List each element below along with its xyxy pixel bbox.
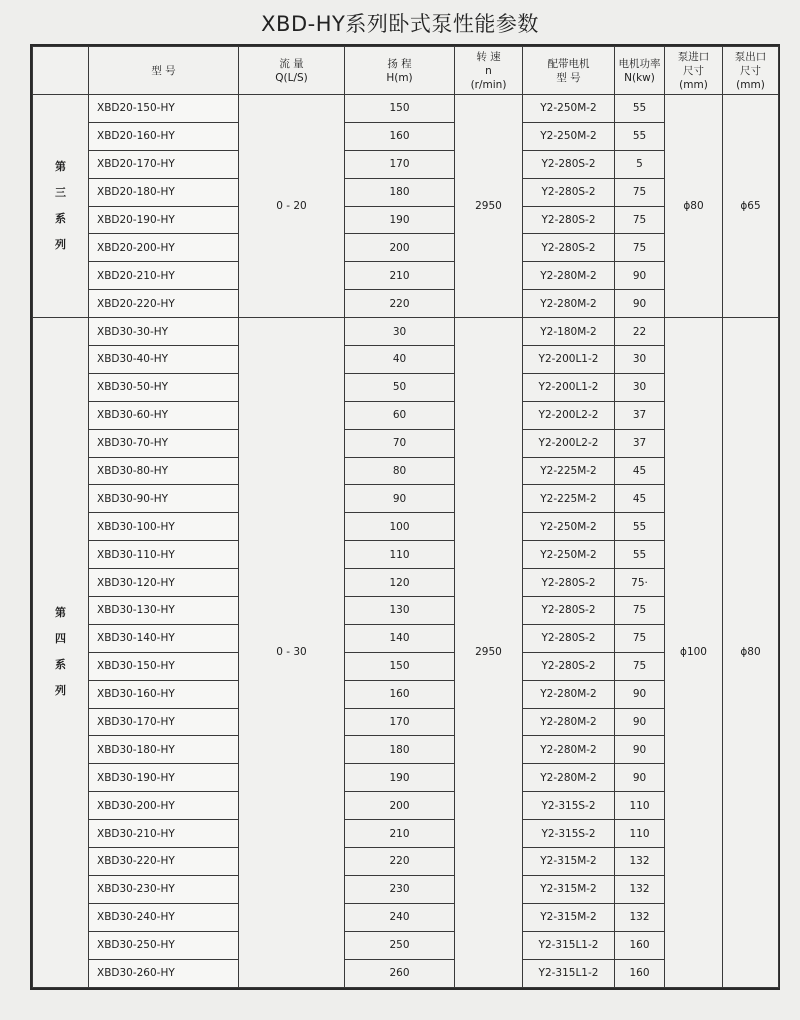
motor-cell: Y2-280M-2 [523, 708, 615, 736]
header-flow: 流 量 Q(L/S) [239, 47, 345, 95]
power-cell: 30 [615, 346, 665, 374]
power-cell: 160 [615, 931, 665, 959]
head-cell: 150 [345, 95, 455, 123]
power-cell: 90 [615, 262, 665, 290]
motor-cell: Y2-315L1-2 [523, 959, 615, 987]
power-cell: 132 [615, 848, 665, 876]
model-cell: XBD30-120-HY [89, 569, 239, 597]
model-cell: XBD20-150-HY [89, 95, 239, 123]
model-cell: XBD30-150-HY [89, 652, 239, 680]
head-cell: 190 [345, 764, 455, 792]
motor-cell: Y2-315M-2 [523, 903, 615, 931]
flow-cell: 0 - 30 [239, 318, 345, 987]
power-cell: 90 [615, 764, 665, 792]
head-cell: 210 [345, 820, 455, 848]
head-cell: 70 [345, 429, 455, 457]
power-cell: 75 [615, 178, 665, 206]
power-cell: 75 [615, 652, 665, 680]
model-cell: XBD20-170-HY [89, 150, 239, 178]
model-cell: XBD30-50-HY [89, 373, 239, 401]
head-cell: 100 [345, 513, 455, 541]
motor-cell: Y2-315S-2 [523, 820, 615, 848]
power-cell: 75 [615, 234, 665, 262]
header-outlet: 泵出口 尺寸 (mm) [723, 47, 779, 95]
motor-cell: Y2-315M-2 [523, 848, 615, 876]
head-cell: 210 [345, 262, 455, 290]
header-inlet: 泵进口 尺寸 (mm) [665, 47, 723, 95]
power-cell: 5 [615, 150, 665, 178]
model-cell: XBD20-210-HY [89, 262, 239, 290]
outlet-size-cell: ϕ65 [723, 95, 779, 318]
model-cell: XBD30-60-HY [89, 401, 239, 429]
power-cell: 90 [615, 736, 665, 764]
power-cell: 55 [615, 541, 665, 569]
head-cell: 110 [345, 541, 455, 569]
head-cell: 160 [345, 122, 455, 150]
head-cell: 190 [345, 206, 455, 234]
power-cell: 110 [615, 820, 665, 848]
motor-cell: Y2-280M-2 [523, 736, 615, 764]
motor-cell: Y2-280S-2 [523, 597, 615, 625]
power-cell: 22 [615, 318, 665, 346]
performance-table-frame [30, 44, 780, 990]
power-cell: 110 [615, 792, 665, 820]
power-cell: 37 [615, 401, 665, 429]
model-cell: XBD30-260-HY [89, 959, 239, 987]
speed-cell: 2950 [455, 95, 523, 318]
motor-cell: Y2-280S-2 [523, 569, 615, 597]
head-cell: 50 [345, 373, 455, 401]
motor-cell: Y2-200L2-2 [523, 401, 615, 429]
head-cell: 140 [345, 624, 455, 652]
motor-cell: Y2-315M-2 [523, 875, 615, 903]
motor-cell: Y2-315S-2 [523, 792, 615, 820]
head-cell: 180 [345, 178, 455, 206]
model-cell: XBD30-80-HY [89, 457, 239, 485]
model-cell: XBD30-240-HY [89, 903, 239, 931]
model-cell: XBD30-40-HY [89, 346, 239, 374]
model-cell: XBD30-140-HY [89, 624, 239, 652]
head-cell: 120 [345, 569, 455, 597]
motor-cell: Y2-250M-2 [523, 513, 615, 541]
power-cell: 30 [615, 373, 665, 401]
head-cell: 220 [345, 848, 455, 876]
motor-cell: Y2-280S-2 [523, 206, 615, 234]
header-power: 电机功率 N(kw) [615, 47, 665, 95]
power-cell: 55 [615, 122, 665, 150]
power-cell: 75 [615, 624, 665, 652]
head-cell: 260 [345, 959, 455, 987]
model-cell: XBD30-180-HY [89, 736, 239, 764]
table-body [33, 95, 779, 988]
power-cell: 132 [615, 903, 665, 931]
header-series [33, 47, 89, 95]
model-cell: XBD30-100-HY [89, 513, 239, 541]
inlet-size-cell: ϕ100 [665, 318, 723, 987]
motor-cell: Y2-250M-2 [523, 122, 615, 150]
motor-cell: Y2-200L1-2 [523, 346, 615, 374]
motor-cell: Y2-180M-2 [523, 318, 615, 346]
power-cell: 90 [615, 708, 665, 736]
model-cell: XBD30-110-HY [89, 541, 239, 569]
head-cell: 240 [345, 903, 455, 931]
motor-cell: Y2-280S-2 [523, 652, 615, 680]
head-cell: 130 [345, 597, 455, 625]
motor-cell: Y2-225M-2 [523, 457, 615, 485]
head-cell: 220 [345, 290, 455, 318]
header-head: 扬 程 H(m) [345, 47, 455, 95]
model-cell: XBD30-130-HY [89, 597, 239, 625]
model-cell: XBD30-30-HY [89, 318, 239, 346]
head-cell: 250 [345, 931, 455, 959]
head-cell: 160 [345, 680, 455, 708]
head-cell: 40 [345, 346, 455, 374]
model-cell: XBD30-220-HY [89, 848, 239, 876]
model-cell: XBD20-200-HY [89, 234, 239, 262]
motor-cell: Y2-200L2-2 [523, 429, 615, 457]
model-cell: XBD30-170-HY [89, 708, 239, 736]
table-row [33, 95, 779, 123]
model-cell: XBD20-180-HY [89, 178, 239, 206]
outlet-size-cell: ϕ80 [723, 318, 779, 987]
motor-cell: Y2-280S-2 [523, 234, 615, 262]
power-cell: 45 [615, 457, 665, 485]
power-cell: 45 [615, 485, 665, 513]
model-cell: XBD20-160-HY [89, 122, 239, 150]
head-cell: 30 [345, 318, 455, 346]
header-speed: 转 速 n (r/min) [455, 47, 523, 95]
page-title: XBD-HY系列卧式泵性能参数 [261, 12, 539, 36]
motor-cell: Y2-280M-2 [523, 290, 615, 318]
power-cell: 55 [615, 95, 665, 123]
head-cell: 170 [345, 150, 455, 178]
model-cell: XBD30-230-HY [89, 875, 239, 903]
inlet-size-cell: ϕ80 [665, 95, 723, 318]
motor-cell: Y2-280M-2 [523, 262, 615, 290]
motor-cell: Y2-200L1-2 [523, 373, 615, 401]
head-cell: 200 [345, 234, 455, 262]
power-cell: 160 [615, 959, 665, 987]
model-cell: XBD20-220-HY [89, 290, 239, 318]
head-cell: 180 [345, 736, 455, 764]
model-cell: XBD20-190-HY [89, 206, 239, 234]
head-cell: 150 [345, 652, 455, 680]
model-cell: XBD30-70-HY [89, 429, 239, 457]
model-cell: XBD30-250-HY [89, 931, 239, 959]
head-cell: 60 [345, 401, 455, 429]
performance-table [32, 46, 779, 988]
table-row [33, 318, 779, 346]
motor-cell: Y2-250M-2 [523, 541, 615, 569]
header-motor: 配带电机 型 号 [523, 47, 615, 95]
head-cell: 80 [345, 457, 455, 485]
series-label: 第 三 系 列 [33, 95, 89, 318]
model-cell: XBD30-90-HY [89, 485, 239, 513]
model-cell: XBD30-160-HY [89, 680, 239, 708]
header-model: 型 号 [89, 47, 239, 95]
flow-cell: 0 - 20 [239, 95, 345, 318]
motor-cell: Y2-315L1-2 [523, 931, 615, 959]
motor-cell: Y2-225M-2 [523, 485, 615, 513]
head-cell: 200 [345, 792, 455, 820]
power-cell: 55 [615, 513, 665, 541]
power-cell: 75 [615, 206, 665, 234]
speed-cell: 2950 [455, 318, 523, 987]
head-cell: 170 [345, 708, 455, 736]
power-cell: 132 [615, 875, 665, 903]
motor-cell: Y2-280S-2 [523, 150, 615, 178]
model-cell: XBD30-190-HY [89, 764, 239, 792]
head-cell: 90 [345, 485, 455, 513]
head-cell: 230 [345, 875, 455, 903]
motor-cell: Y2-280S-2 [523, 624, 615, 652]
motor-cell: Y2-280S-2 [523, 178, 615, 206]
power-cell: 75· [615, 569, 665, 597]
power-cell: 90 [615, 290, 665, 318]
model-cell: XBD30-200-HY [89, 792, 239, 820]
motor-cell: Y2-250M-2 [523, 95, 615, 123]
table-header-row [33, 47, 779, 95]
model-cell: XBD30-210-HY [89, 820, 239, 848]
power-cell: 90 [615, 680, 665, 708]
motor-cell: Y2-280M-2 [523, 764, 615, 792]
series-label: 第 四 系 列 [33, 318, 89, 987]
motor-cell: Y2-280M-2 [523, 680, 615, 708]
power-cell: 37 [615, 429, 665, 457]
power-cell: 75 [615, 597, 665, 625]
